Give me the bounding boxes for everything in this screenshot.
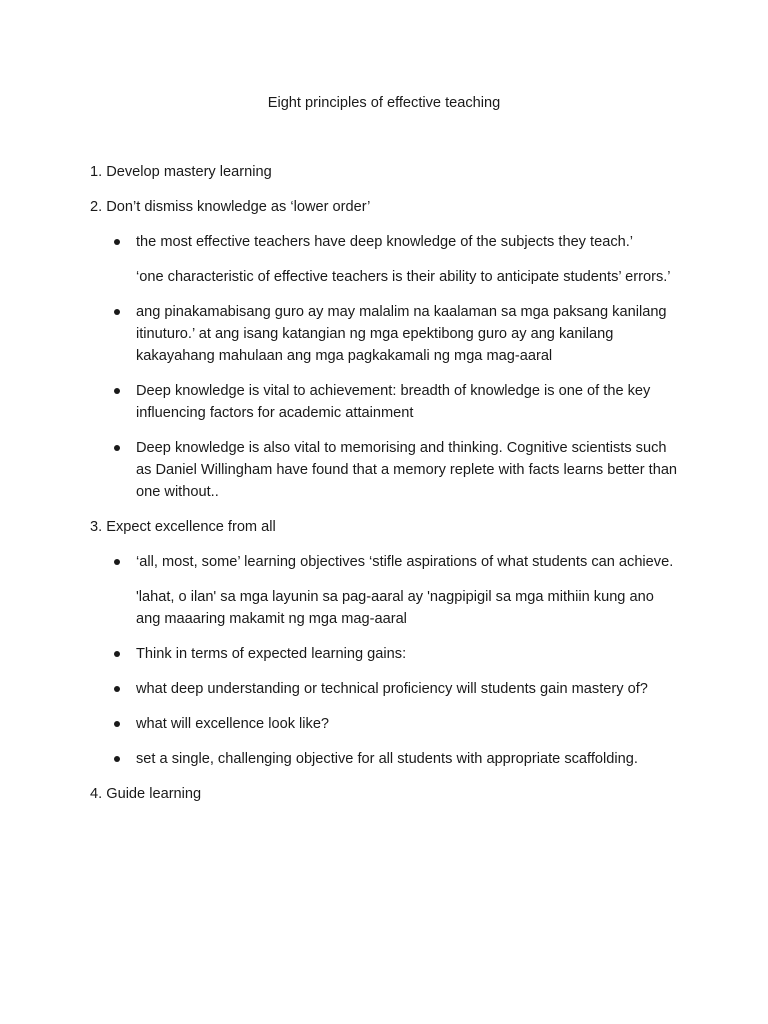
bullet-text: Deep knowledge is also vital to memorising and thinking. Cognitive scientists such as Daniel Willingham have found that a memory replete with facts learns better than one without..	[136, 440, 678, 500]
bullet-icon	[114, 721, 120, 727]
bullet-icon	[114, 309, 120, 315]
document-title: Eight principles of effective teaching	[267, 95, 501, 111]
section-heading-1: 1. Develop mastery learning	[90, 164, 272, 180]
list-item	[90, 380, 680, 424]
list-item	[90, 551, 680, 573]
bullet-text: Think in terms of expected learning gains:	[136, 646, 407, 662]
bullet-text: set a single, challenging objective for all students with appropriate scaffolding.	[136, 751, 638, 767]
section-heading-4: 4. Guide learning	[90, 786, 202, 802]
section-heading-2: 2. Don’t dismiss knowledge as ‘lower order’	[90, 199, 371, 215]
bullet-text: Deep knowledge is vital to achievement: breadth of knowledge is one of the key influencing factors for academic attainment	[136, 383, 651, 421]
list-item	[90, 231, 680, 253]
bullet-icon	[114, 559, 120, 565]
bullet-text: what deep understanding or technical proficiency will students gain mastery of?	[136, 681, 648, 697]
bullet-text: the most effective teachers have deep knowledge of the subjects they teach.’	[136, 234, 634, 250]
bullet-text: what will excellence look like?	[136, 716, 330, 732]
list-item	[90, 437, 680, 503]
section-heading-3: 3. Expect excellence from all	[90, 519, 276, 535]
bullet-icon	[114, 239, 120, 245]
bullet-followup-text: 'lahat, o ilan' sa mga layunin sa pag-aaral ay 'nagpipigil sa mga mithiin kung ano ang maaaring makamit ng mga mag-aaral	[136, 589, 654, 627]
list-item	[90, 748, 680, 770]
bullet-followup-text: ‘one characteristic of effective teachers is their ability to anticipate students’ errors.’	[136, 269, 671, 285]
document-body	[90, 161, 680, 818]
bullet-icon	[114, 651, 120, 657]
bullet-text: ang pinakamabisang guro ay may malalim na kaalaman sa mga paksang kanilang itinuturo.’ at ang isang katangian ng mga epektibong guro ay ang kanilang kakayahang mahulaan ang mga pagkakamali ng mga mag-aaral	[136, 304, 667, 364]
bullet-icon	[114, 388, 120, 394]
bullet-text: ‘all, most, some’ learning objectives ‘stifle aspirations of what students can achieve.	[136, 554, 674, 570]
list-item	[90, 713, 680, 735]
list-item	[90, 301, 680, 367]
bullet-icon	[114, 445, 120, 451]
bullet-icon	[114, 756, 120, 762]
list-item	[90, 643, 680, 665]
bullet-icon	[114, 686, 120, 692]
list-item	[90, 678, 680, 700]
